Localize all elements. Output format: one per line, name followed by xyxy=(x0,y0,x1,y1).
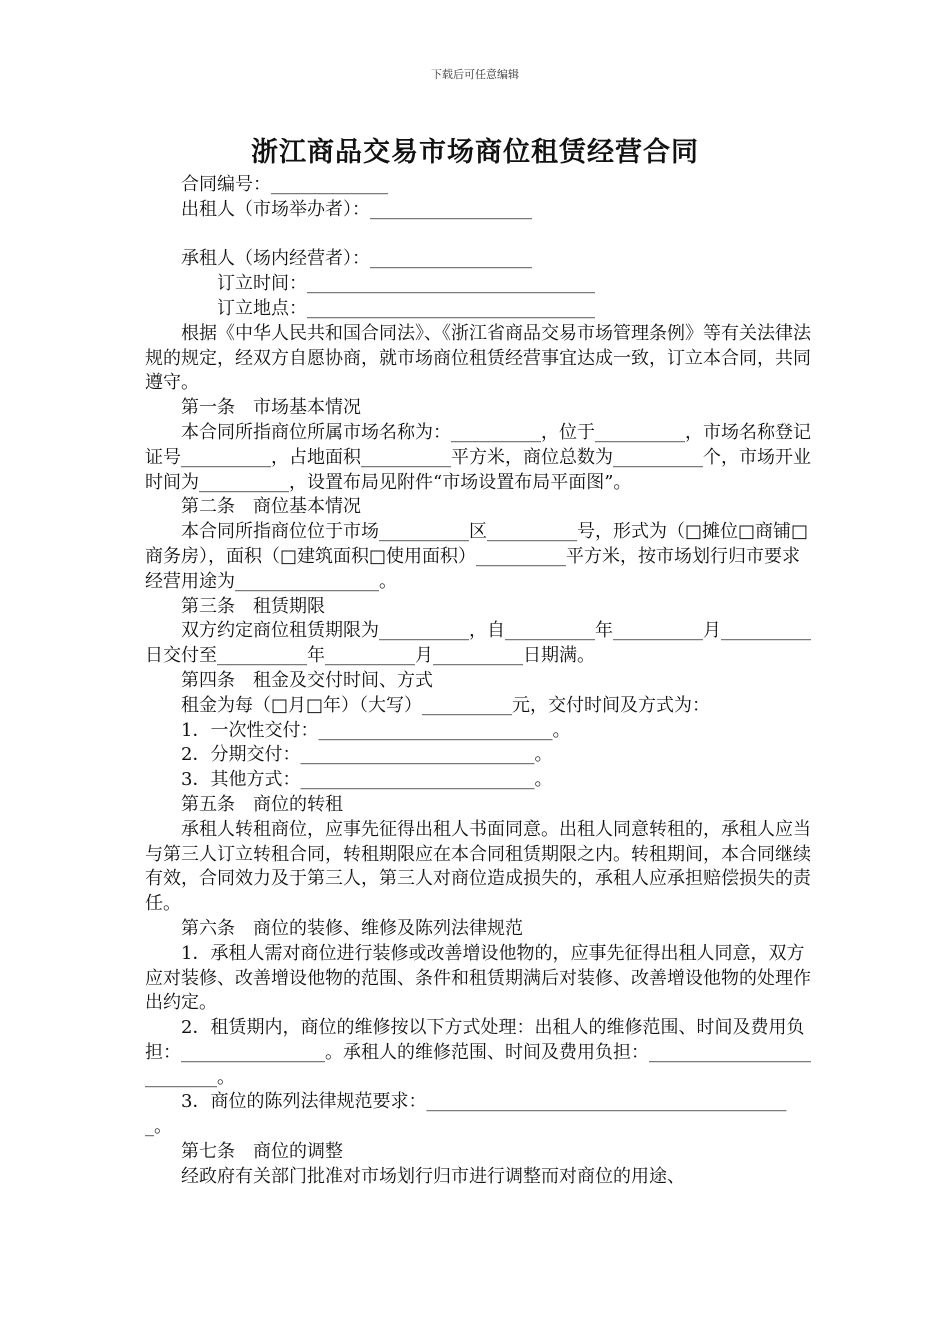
article-6-item-1: 1．承租人需对商位进行装修或改善增设他物的，应事先征得出租人同意，双方应对装修、改善增设他物的范围、条件和租赁期满后对装修、改善增设他物的处理作出约定。 xyxy=(145,942,811,1014)
article-2-heading: 第二条 商位基本情况 xyxy=(181,496,361,518)
article-4-heading: 第四条 租金及交付时间、方式 xyxy=(181,669,433,691)
document-title: 浙江商品交易市场商位租赁经营合同 xyxy=(251,137,699,168)
article-1-heading: 第一条 市场基本情况 xyxy=(181,397,361,419)
article-5-text: 承租人转租商位，应事先征得出租人书面同意。出租人同意转租的，承租人应当与第三人订立转租合同，转租期限应在本合同租赁期限之内。转租期间，本合同继续有效，合同效力及于第三人，第三人对商位造成损失的，承租人应承担赔偿损失的责任。 xyxy=(145,818,811,915)
paragraph-signing-time: 订立时间：________________________________ xyxy=(217,273,595,295)
article-7-heading: 第七条 商位的调整 xyxy=(181,1141,343,1163)
article-2-text: 本合同所指商位位于市场__________区__________号，形式为（□摊位□商铺□商务房），面积（□建筑面积□使用面积）__________平方米，按市场划行归市要求经营用途为________________。 xyxy=(145,521,809,592)
article-1-text: 本合同所指商位所属市场名称为：__________，位于__________，市场名称登记证号__________，占地面积__________平方米，商位总数为__________个，市场开业时间为__________，设置布局见附件“市场设置布局平面图”。 xyxy=(145,421,811,493)
article-4-item-2: 2．分期交付：__________________________。 xyxy=(181,744,553,766)
contract-body xyxy=(145,173,813,1190)
paragraph-lessor: 出租人（市场举办者）：__________________ xyxy=(181,198,532,220)
paragraph-lessee: 承租人（场内经营者）：__________________ xyxy=(181,248,532,270)
paragraph-signing-place: 订立地点：________________________________ xyxy=(217,297,595,319)
header-note: 下载后可任意编辑 xyxy=(431,68,519,81)
article-4-text: 租金为每（□月□年）（大写）__________元，交付时间及方式为： xyxy=(181,694,711,716)
article-3-heading: 第三条 租赁期限 xyxy=(181,595,325,617)
article-6-item-2: 2．租赁期内，商位的维修按以下方式处理：出租人的维修范围、时间及费用负担：________________。承租人的维修范围、时间及费用负担：__________________________。 xyxy=(145,1017,811,1088)
article-4-item-3: 3．其他方式：__________________________。 xyxy=(181,769,553,791)
paragraph-preamble: 根据《中华人民共和国合同法》、《浙江省商品交易市场管理条例》等有关法律法规的规定，经双方自愿协商，就市场商位租赁经营事宜达成一致，订立本合同，共同遵守。 xyxy=(145,322,811,394)
paragraph-contract-number: 合同编号：_____________ xyxy=(181,174,388,195)
article-6-item-3: 3．商位的陈列法律规范要求：_________________________________________。 xyxy=(145,1091,787,1138)
article-5-heading: 第五条 商位的转租 xyxy=(181,793,343,815)
article-3-text: 双方约定商位租赁期限为__________，自__________年__________月__________日交付至__________年__________月__________日期满。 xyxy=(145,620,811,667)
blank-line xyxy=(145,223,813,248)
article-4-item-1: 1．一次性交付：__________________________。 xyxy=(181,719,571,741)
article-7-text: 经政府有关部门批准对市场划行归市进行调整而对商位的用途、 xyxy=(181,1165,685,1187)
article-6-heading: 第六条 商位的装修、维修及陈列法律规范 xyxy=(181,917,523,939)
